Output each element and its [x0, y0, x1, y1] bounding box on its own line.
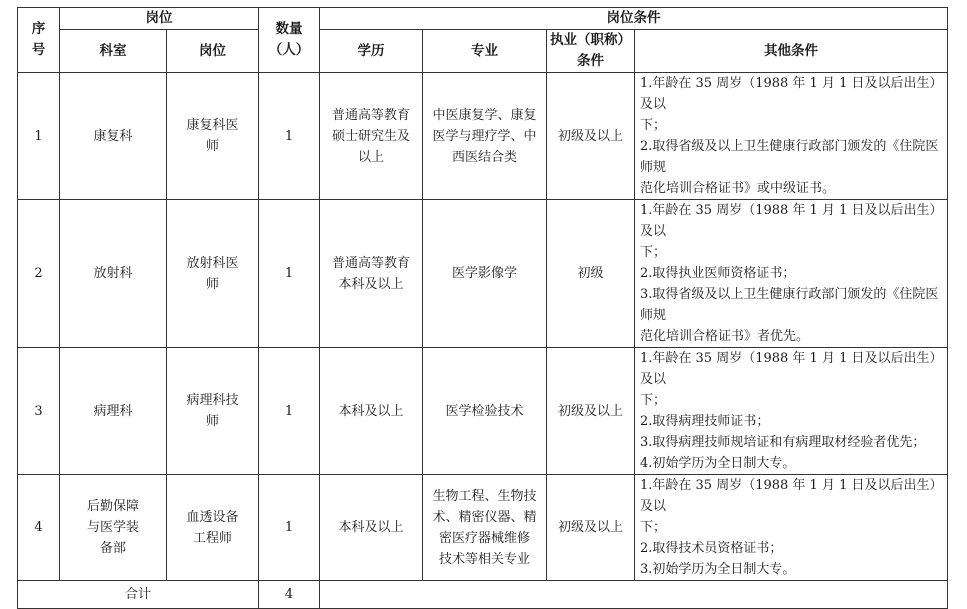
table-row	[18, 200, 948, 348]
cell-dept: 放射科	[60, 200, 167, 348]
cell-major: 生物工程、生物技 术、精密仪器、精 密医疗器械维修 技术等相关专业	[423, 475, 547, 581]
job-positions-table	[17, 7, 948, 609]
cell-other: 1.年龄在 35 周岁（1988 年 1 月 1 日及以后出生）及以 下； 2.取得病理技师证书； 3.取得病理技师规培证和有病理取材经验者优先； 4.初始学历为全日制大专。	[635, 348, 948, 475]
cell-major: 中医康复学、康复 医学与理疗学、中 西医结合类	[423, 73, 547, 200]
header-major: 专业	[423, 30, 547, 73]
cell-post: 血透设备 工程师	[167, 475, 259, 581]
cell-seq: 2	[18, 200, 60, 348]
cell-major: 医学检验技术	[423, 348, 547, 475]
cell-education: 本科及以上	[320, 348, 423, 475]
header-dept: 科室	[60, 30, 167, 73]
cell-title-req: 初级及以上	[547, 73, 635, 200]
cell-count: 1	[259, 475, 320, 581]
cell-count: 1	[259, 73, 320, 200]
cell-education: 普通高等教育 本科及以上	[320, 200, 423, 348]
cell-dept: 病理科	[60, 348, 167, 475]
cell-count: 1	[259, 200, 320, 348]
header-seq: 序 号	[18, 8, 60, 73]
cell-other: 1.年龄在 35 周岁（1988 年 1 月 1 日及以后出生）及以 下； 2.取得省级及以上卫生健康行政部门颁发的《住院医师规 范化培训合格证书》或中级证书。	[635, 73, 948, 200]
header-row-2	[18, 30, 948, 73]
cell-post: 康复科医 师	[167, 73, 259, 200]
cell-seq: 3	[18, 348, 60, 475]
total-row	[18, 581, 948, 609]
table-row	[18, 73, 948, 200]
cell-title-req: 初级及以上	[547, 348, 635, 475]
total-empty	[320, 581, 948, 609]
cell-education: 普通高等教育 硕士研究生及 以上	[320, 73, 423, 200]
header-title-req: 执业（职称） 条件	[547, 30, 635, 73]
cell-seq: 4	[18, 475, 60, 581]
cell-seq: 1	[18, 73, 60, 200]
cell-dept: 后勤保障 与医学装 备部	[60, 475, 167, 581]
cell-education: 本科及以上	[320, 475, 423, 581]
header-row-1	[18, 8, 948, 30]
cell-count: 1	[259, 348, 320, 475]
cell-post: 病理科技 师	[167, 348, 259, 475]
cell-other: 1.年龄在 35 周岁（1988 年 1 月 1 日及以后出生）及以 下； 2.取得技术员资格证书； 3.初始学历为全日制大专。	[635, 475, 948, 581]
header-other: 其他条件	[635, 30, 948, 73]
header-count: 数量 （人）	[259, 8, 320, 73]
table-row	[18, 348, 948, 475]
cell-other: 1.年龄在 35 周岁（1988 年 1 月 1 日及以后出生）及以 下； 2.取得执业医师资格证书； 3.取得省级及以上卫生健康行政部门颁发的《住院医师规 范化培训合格证书》者优先。	[635, 200, 948, 348]
cell-dept: 康复科	[60, 73, 167, 200]
table-row	[18, 475, 948, 581]
header-conditions-group: 岗位条件	[320, 8, 948, 30]
cell-title-req: 初级及以上	[547, 475, 635, 581]
cell-post: 放射科医 师	[167, 200, 259, 348]
cell-title-req: 初级	[547, 200, 635, 348]
total-count: 4	[259, 581, 320, 609]
header-post-group: 岗位	[60, 8, 259, 30]
header-post: 岗位	[167, 30, 259, 73]
total-label: 合计	[18, 581, 259, 609]
cell-major: 医学影像学	[423, 200, 547, 348]
header-education: 学历	[320, 30, 423, 73]
